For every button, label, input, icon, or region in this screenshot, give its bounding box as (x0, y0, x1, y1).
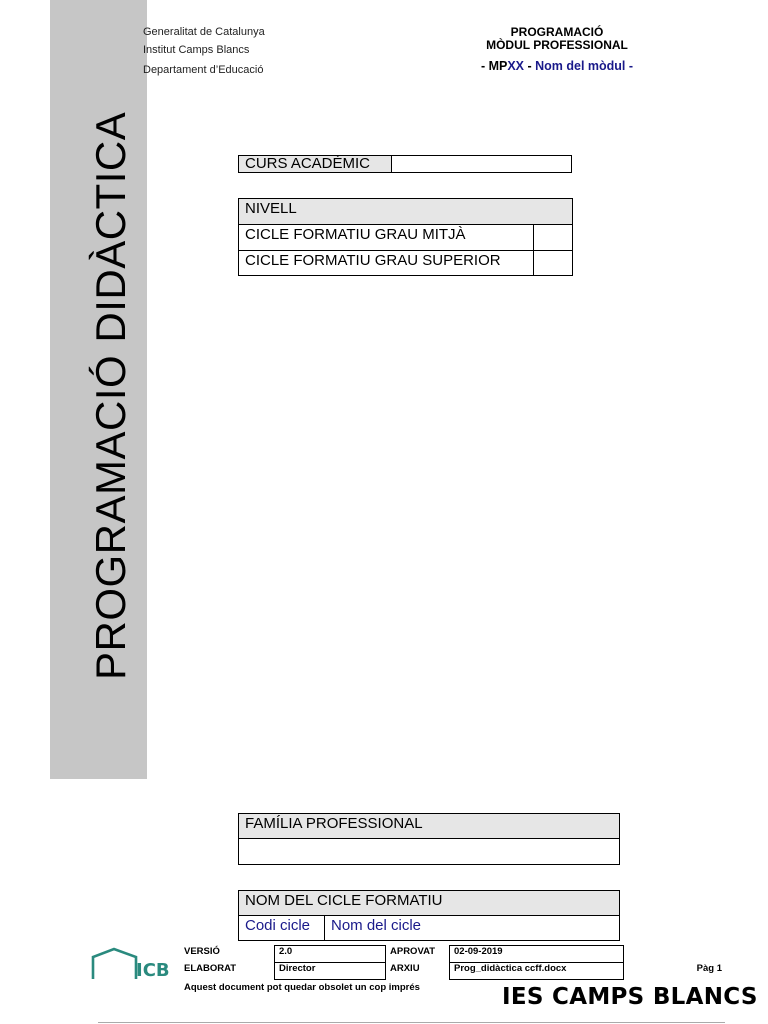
aprovat-value: 02-09-2019 (450, 946, 624, 963)
elaborat-label: ELABORAT (184, 962, 237, 974)
footer-rule (98, 1022, 725, 1023)
nivell-heading: NIVELL (239, 199, 573, 225)
nivell-row (239, 225, 573, 251)
cicle-code: Codi cicle (239, 916, 325, 941)
nivell-table (238, 198, 573, 276)
curs-value[interactable] (392, 156, 572, 173)
curs-label: CURS ACADÈMIC (239, 156, 392, 173)
institution-line-3: Departament d’Educació (143, 64, 264, 76)
cicle-heading: NOM DEL CICLE FORMATIU (239, 891, 620, 916)
vertical-title-text: PROGRAMACIÓ DIDÀCTICA (87, 111, 134, 680)
nivell-option-superior: CICLE FORMATIU GRAU SUPERIOR (239, 251, 534, 276)
nivell-check-superior[interactable] (534, 251, 573, 276)
footer-table (180, 945, 722, 980)
header-title-2: MÒDUL PROFESSIONAL (486, 38, 628, 52)
versio-value: 2.0 (275, 946, 386, 963)
module-line (440, 59, 674, 73)
nivell-option-mitja: CICLE FORMATIU GRAU MITJÀ (239, 225, 534, 251)
curs-table (238, 155, 572, 173)
module-name: Nom del mòdul - (535, 59, 634, 73)
arxiu-value: Prog_didàctica ccff.docx (450, 963, 624, 980)
arxiu-label: ARXIU (390, 962, 420, 974)
module-separator: - (524, 59, 536, 73)
elaborat-value: Director (275, 963, 386, 980)
page-number: Pàg 1 (696, 962, 722, 974)
institution-line-1: Generalitat de Catalunya (143, 26, 265, 38)
familia-table (238, 813, 620, 865)
cicle-name: Nom del cicle (325, 916, 620, 941)
module-code: XX (507, 59, 525, 73)
familia-heading: FAMÍLIA PROFESSIONAL (239, 814, 620, 839)
familia-value[interactable] (239, 839, 620, 865)
nivell-row (239, 251, 573, 276)
institution-line-2: Institut Camps Blancs (143, 44, 250, 56)
cicle-table (238, 890, 620, 941)
module-prefix: - MP (480, 59, 508, 73)
obsolete-notice: Aquest document pot quedar obsolet un cop imprés (184, 982, 420, 993)
school-name: IES CAMPS BLANCS (502, 984, 758, 1010)
header-title-1: PROGRAMACIÓ (510, 25, 604, 39)
logo-text: ICB (136, 960, 170, 981)
aprovat-label: APROVAT (390, 945, 436, 957)
icb-logo (90, 946, 174, 982)
nivell-check-mitja[interactable] (534, 225, 573, 251)
versio-label: VERSIÓ (184, 945, 220, 957)
